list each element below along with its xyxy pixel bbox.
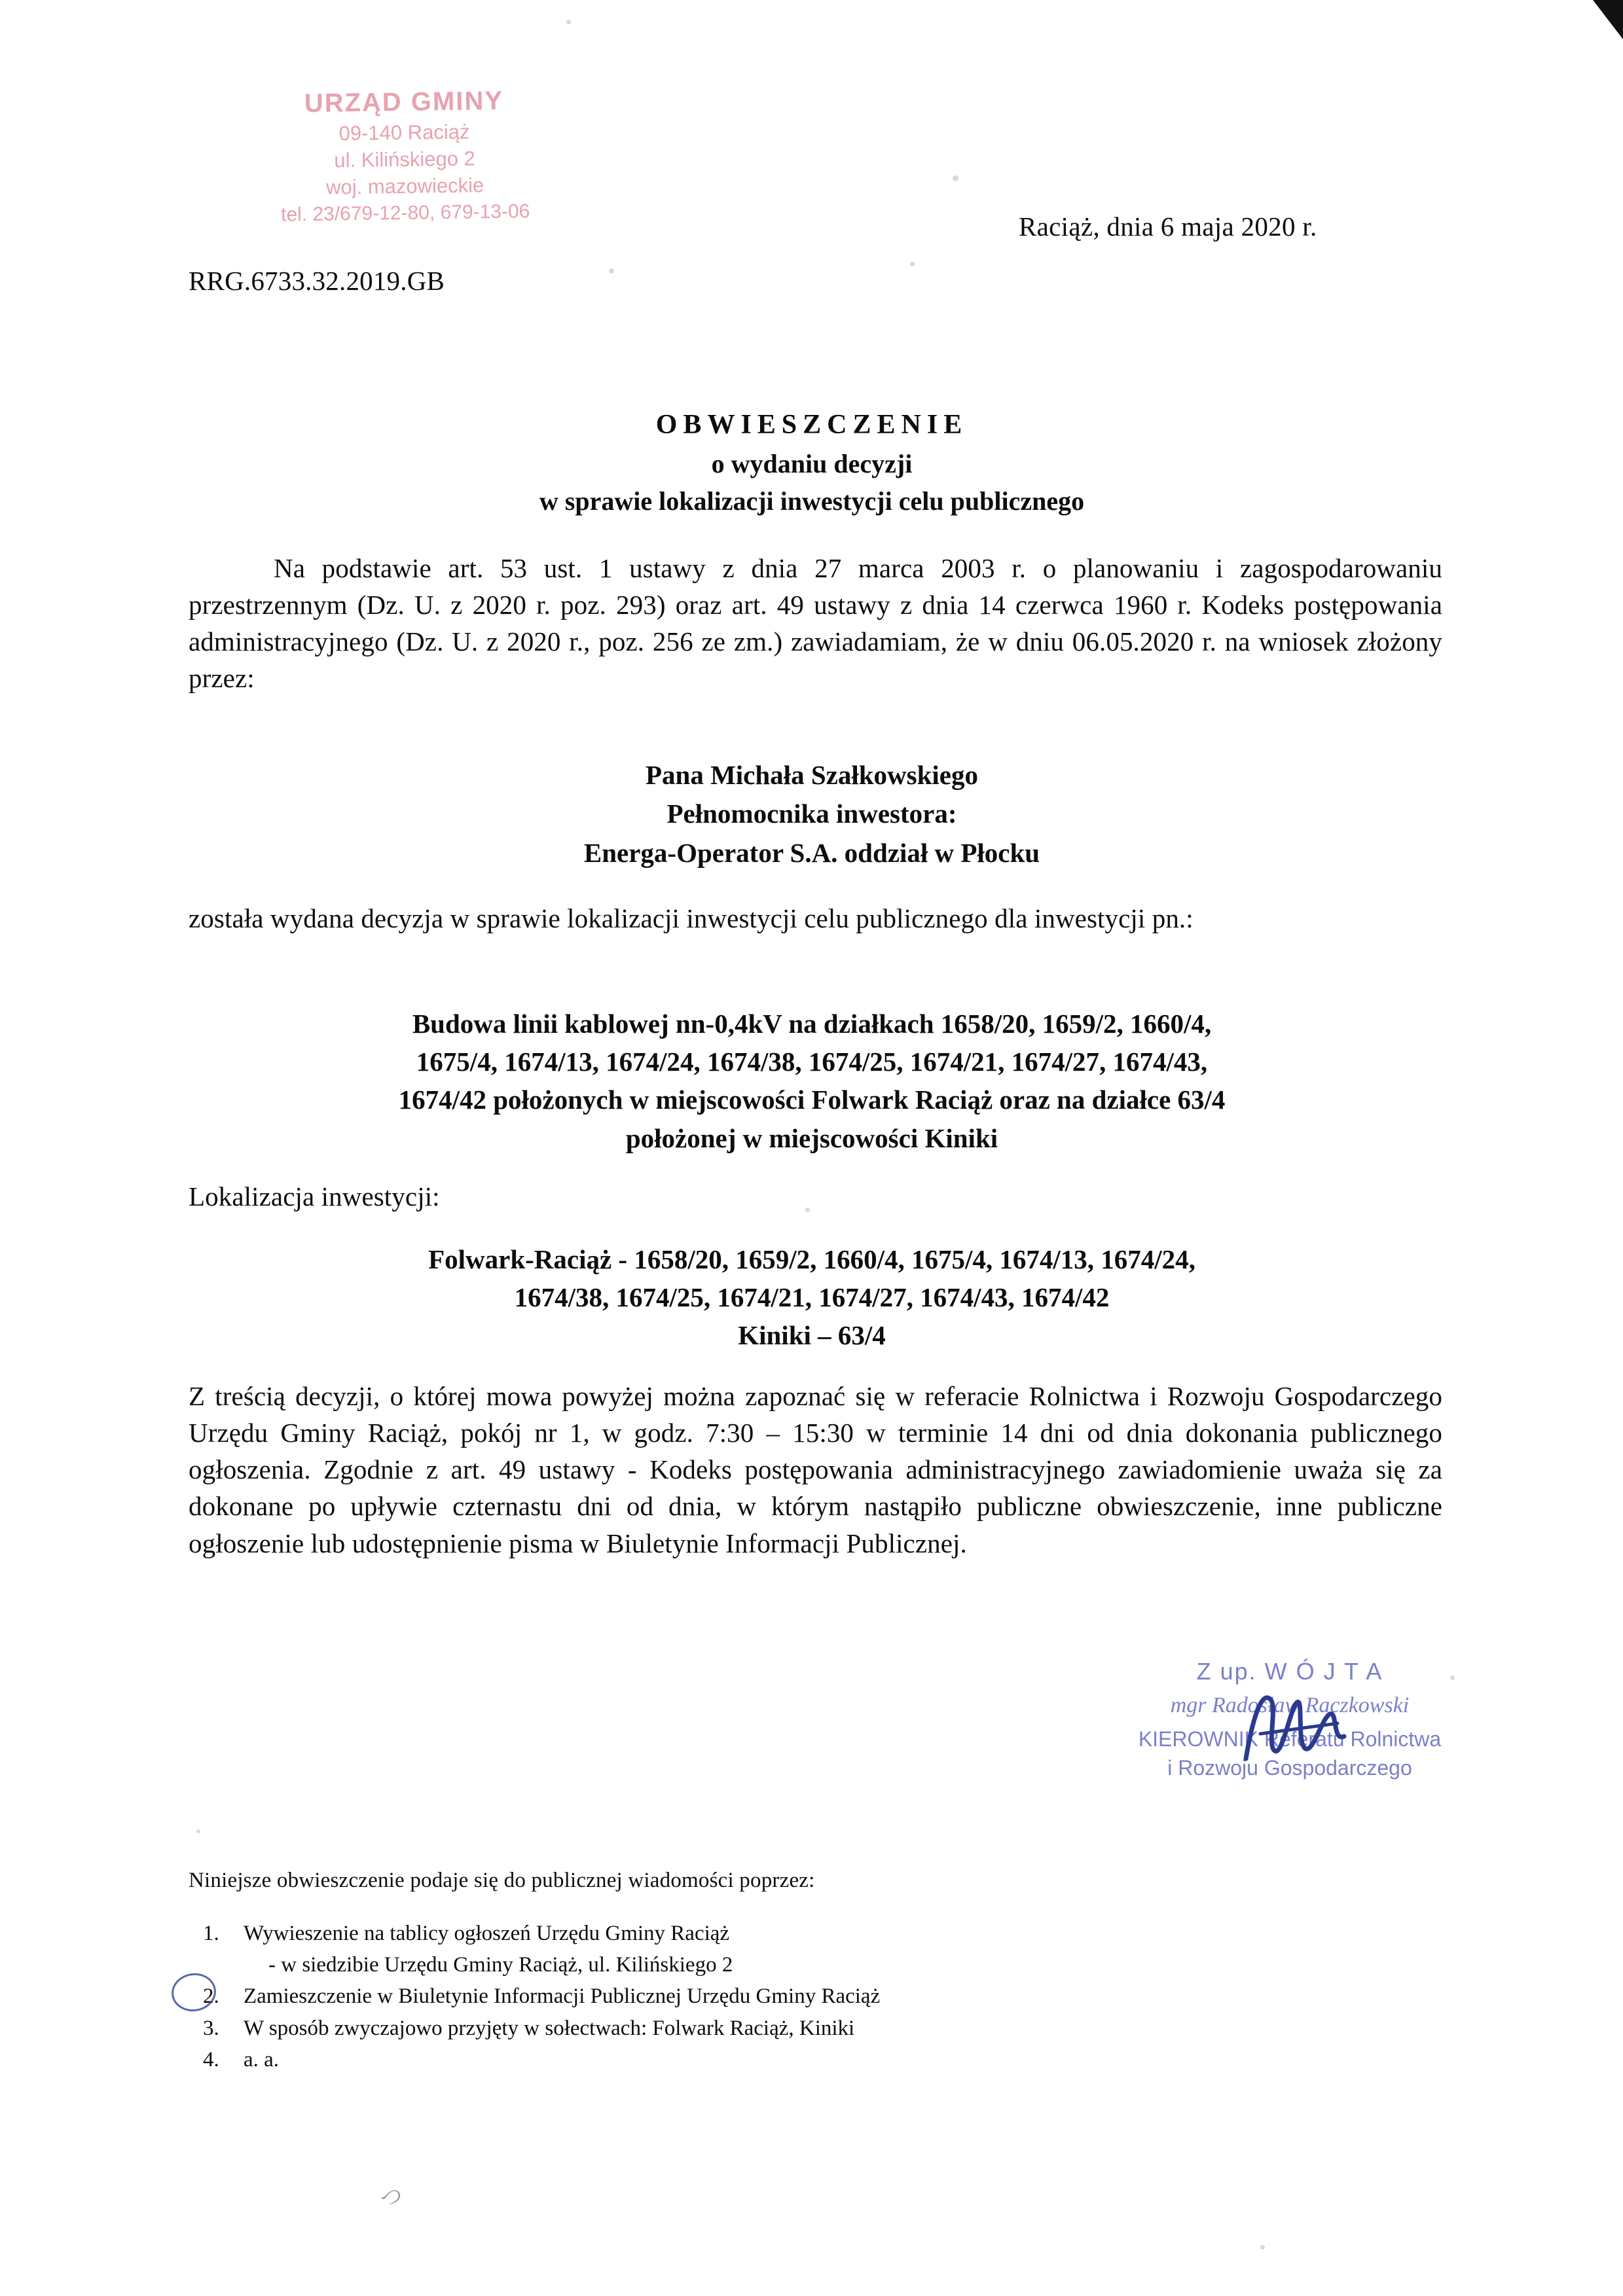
applicant-name: Pana Michała Szałkowskiego — [646, 760, 978, 790]
signature-position-1: KIEROWNIK Referatu Rolnictwa — [1138, 1727, 1442, 1751]
list-item-number: 2. — [203, 1984, 219, 2009]
localization-list — [190, 1240, 1434, 1355]
stamp-line-3: ul. Kilińskiego 2 — [334, 147, 476, 172]
applicant-company: Energa-Operator S.A. oddział w Płocku — [583, 837, 1040, 868]
investment-name-line-2: 1675/4, 1674/13, 1674/24, 1674/38, 1674/25, 1674/21, 1674/27, 1674/43, — [416, 1047, 1208, 1077]
list-item-sub: - w siedzibie Urzędu Gminy Raciąż, ul. Kilińskiego 2 — [268, 1953, 733, 1977]
scan-speck — [1260, 2245, 1265, 2250]
list-item-text: W sposób zwyczajowo przyjęty w sołectwach: Folwark Raciąż, Kiniki — [244, 2016, 855, 2040]
document-title-block — [190, 409, 1434, 516]
investment-name-line-1: Budowa linii kablowej nn-0,4kV na działkach 1658/20, 1659/2, 1660/4, — [412, 1009, 1212, 1039]
list-item — [189, 1981, 1367, 2012]
scan-speck — [910, 262, 915, 266]
pencil-mark: つ — [377, 2183, 407, 2214]
signature-block — [1087, 1656, 1493, 1782]
list-item-text: Wywieszenie na tablicy ogłoszeń Urzędu Gminy Raciąż — [244, 1922, 730, 1945]
stamp-line-5: tel. 23/679-12-80, 679-13-06 — [280, 200, 530, 226]
localization-line-2: 1674/38, 1674/25, 1674/21, 1674/27, 1674/43, 1674/42 — [514, 1282, 1110, 1313]
signature-line-1: Z up. W Ó J T A — [1196, 1658, 1383, 1685]
office-stamp — [227, 82, 583, 228]
stamp-line-2: 09-140 Raciąż — [338, 120, 470, 145]
scan-speck — [609, 268, 614, 274]
footer-distribution-list — [189, 1918, 1367, 2075]
footer-intro: Niniejsze obwieszczenie podaje się do publicznej wiadomości poprzez: — [189, 1869, 815, 1892]
list-item — [189, 1918, 1367, 1949]
place-and-date: Raciąż, dnia 6 maja 2020 r. — [1019, 211, 1317, 242]
list-item — [189, 2044, 1367, 2075]
body-paragraph: Z treścią decyzji, o której mowa powyżej można zapoznać się w referacie Rolnictwa i Rozwoju Gospodarczego Urzędu Gminy Raciąż, pokój nr 1, w godz. 7:30 – 15:30 w terminie 14 dni od dnia dokonania publicznego ogłoszenia. Zgodnie z art. 49 ustawy - Kodeks postępowania administracyjnego zawiadomienie uważa się za dokonane po upływie czternastu dni od dnia, w którym nastąpiło publiczne obwieszczenie, inne publiczne ogłoszenie lub udostępnienie pisma w Biuletynie Informacji Publicznej. — [189, 1381, 1442, 1558]
list-item-text: a. a. — [244, 2047, 280, 2072]
list-item-number: 1. — [203, 1922, 219, 1945]
signature-position-2: i Rozwoju Gospodarczego — [1167, 1755, 1412, 1780]
scan-speck — [196, 1829, 200, 1833]
list-item-text: Zamieszczenie w Biuletynie Informacji Publicznej Urzędu Gminy Raciąż — [244, 1984, 881, 2009]
investment-name-block — [190, 1005, 1434, 1157]
scan-speck — [953, 175, 958, 181]
stamp-line-4: woj. mazowieckie — [325, 173, 484, 199]
reference-number: RRG.6733.32.2019.GB — [189, 266, 445, 296]
stamp-line-1: URZĄD GMINY — [304, 86, 504, 118]
localization-line-3: Kiniki – 63/4 — [738, 1320, 886, 1351]
signature-name: mgr Radosław Raczkowski — [1170, 1693, 1410, 1717]
scan-corner-mark — [1593, 0, 1623, 39]
title-subtitle-2: w sprawie lokalizacji inwestycji celu publicznego — [539, 486, 1085, 516]
decision-paragraph: została wydana decyzja w sprawie lokalizacji inwestycji celu publicznego dla inwestycji pn.: — [189, 903, 1194, 933]
list-item-number: 4. — [203, 2047, 219, 2072]
scan-speck — [566, 20, 571, 24]
page-title: OBWIESZCZENIE — [655, 410, 968, 440]
applicant-role: Pełnomocnika inwestora: — [666, 798, 957, 829]
intro-paragraph: Na podstawie art. 53 ust. 1 ustawy z dnia 27 marca 2003 r. o planowaniu i zagospodarowaniu przestrzennym (Dz. U. z 2020 r. poz. 293) oraz art. 49 ustawy z dnia 14 czerwca 1960 r. Kodeks postępowania administracyjnego (Dz. U. z 2020 r., poz. 256 ze zm.) zawiadamiam, że w dniu 06.05.2020 r. na wniosek złożony przez: — [189, 553, 1442, 694]
investment-name-line-4: położonej w miejscowości Kiniki — [625, 1122, 998, 1153]
investment-name-line-3: 1674/42 położonych w miejscowości Folwark Raciąż oraz na działce 63/4 — [398, 1085, 1226, 1115]
localization-label: Lokalizacja inwestycji: — [189, 1181, 440, 1211]
applicant-block — [190, 756, 1434, 872]
title-subtitle-1: o wydaniu decyzji — [711, 449, 913, 478]
list-item — [189, 2013, 1367, 2044]
localization-line-1: Folwark-Raciąż - 1658/20, 1659/2, 1660/4, 1675/4, 1674/13, 1674/24, — [428, 1244, 1195, 1274]
list-item-number: 3. — [203, 2016, 219, 2040]
